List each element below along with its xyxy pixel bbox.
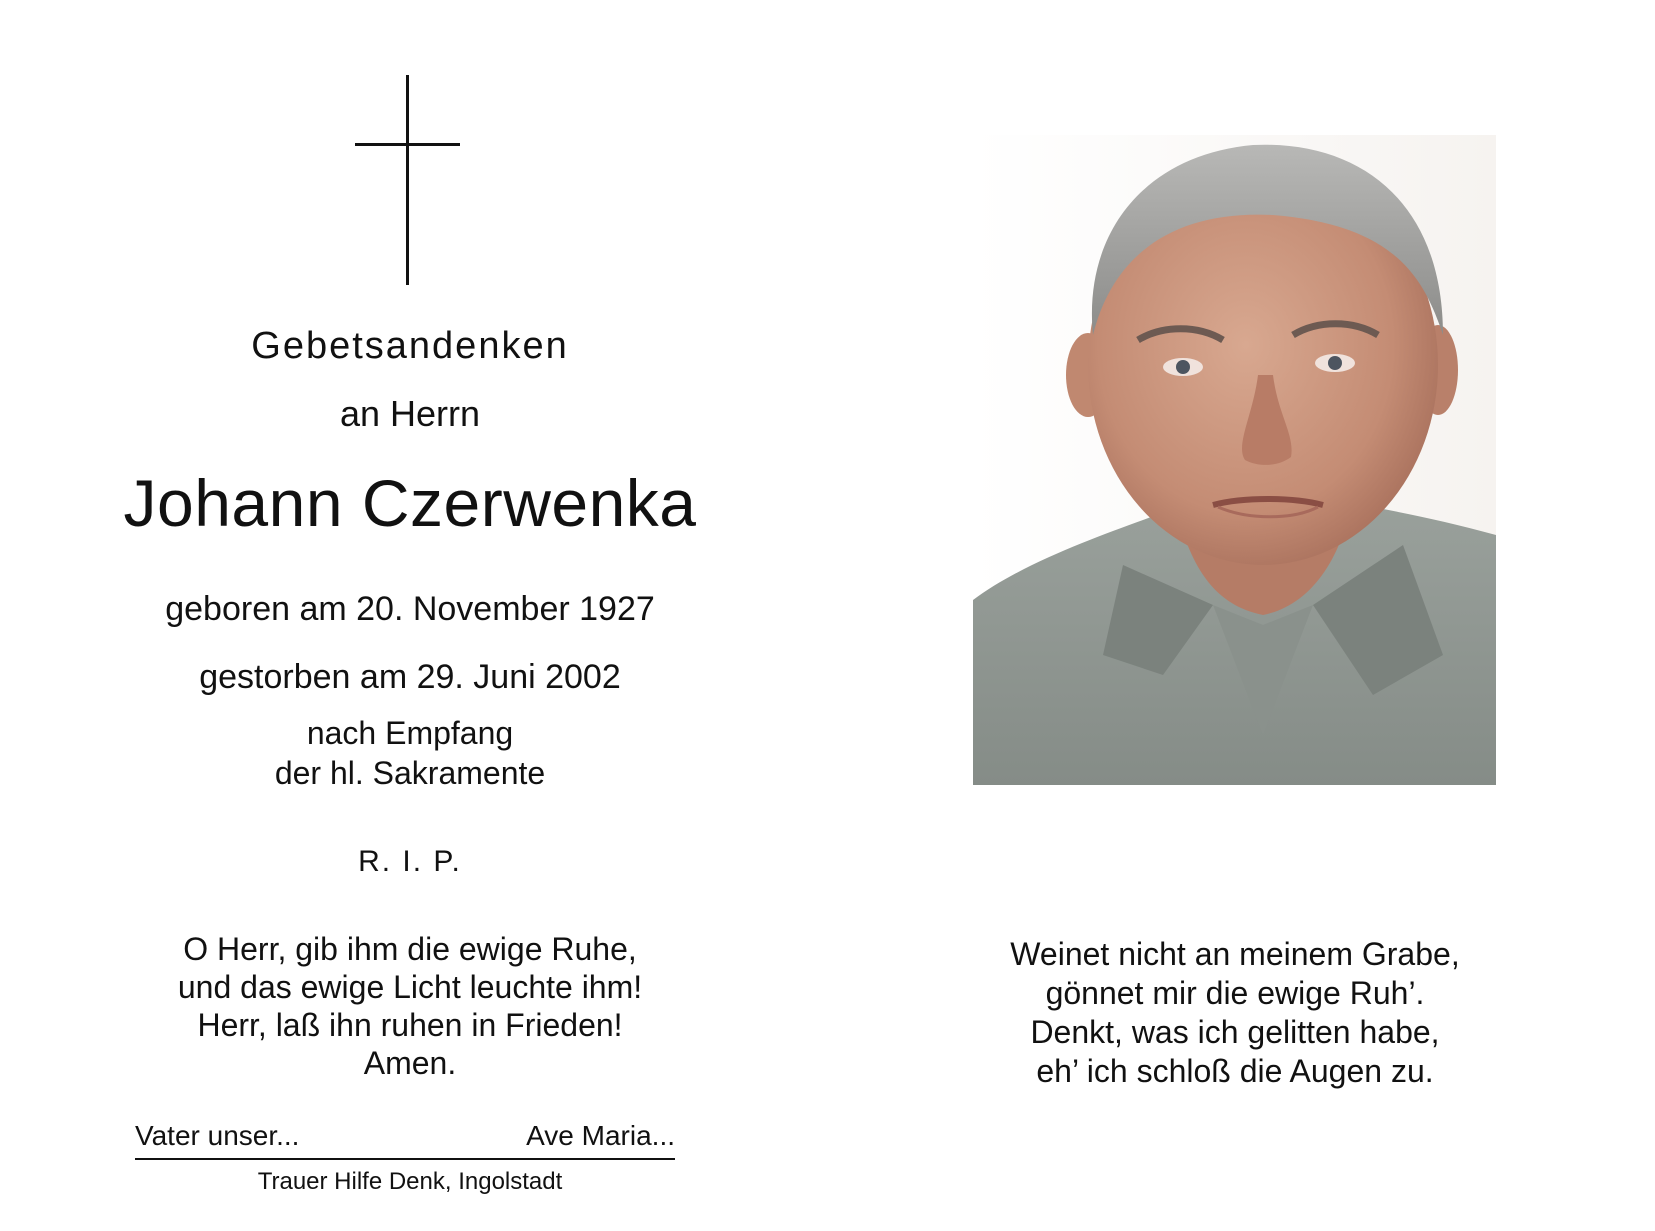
prayer-line: Herr, laß ihn ruhen in Frieden! — [197, 1007, 623, 1043]
card-heading: Gebetsandenken — [251, 325, 569, 367]
deceased-name: Johann Czerwenka — [123, 466, 697, 540]
cross-icon — [355, 75, 460, 285]
card-left-column — [90, 0, 730, 1231]
portrait-photo — [973, 135, 1496, 785]
footer-vater-unser: Vater unser... — [135, 1120, 300, 1151]
poem-text — [960, 935, 1510, 1091]
prayer-line: Amen. — [363, 1045, 457, 1081]
prayer-text — [90, 930, 730, 1082]
poem-line: gönnet mir die ewige Ruh’. — [1045, 975, 1425, 1011]
prayer-line: und das ewige Licht leuchte ihm! — [177, 969, 643, 1005]
prayer-line: O Herr, gib ihm die ewige Ruhe, — [183, 931, 637, 967]
card-salutation: an Herrn — [339, 393, 481, 434]
printer-credit: Trauer Hilfe Denk, Ingolstadt — [257, 1168, 563, 1195]
poem-line: Denkt, was ich gelitten habe, — [1030, 1014, 1440, 1050]
death-date: gestorben am 29. Juni 2002 — [199, 658, 621, 696]
footer-divider — [135, 1158, 675, 1160]
prayer-footer — [135, 1120, 675, 1160]
birth-date: geboren am 20. November 1927 — [165, 590, 655, 628]
poem-line: eh’ ich schloß die Augen zu. — [1036, 1053, 1434, 1089]
sacrament-line-1: nach Empfang — [306, 715, 514, 751]
portrait-image — [973, 135, 1496, 785]
footer-ave-maria: Ave Maria... — [526, 1120, 675, 1151]
rip-text: R. I. P. — [358, 845, 462, 878]
sacrament-line-2: der hl. Sakramente — [274, 755, 546, 791]
poem-line: Weinet nicht an meinem Grabe, — [1010, 936, 1460, 972]
